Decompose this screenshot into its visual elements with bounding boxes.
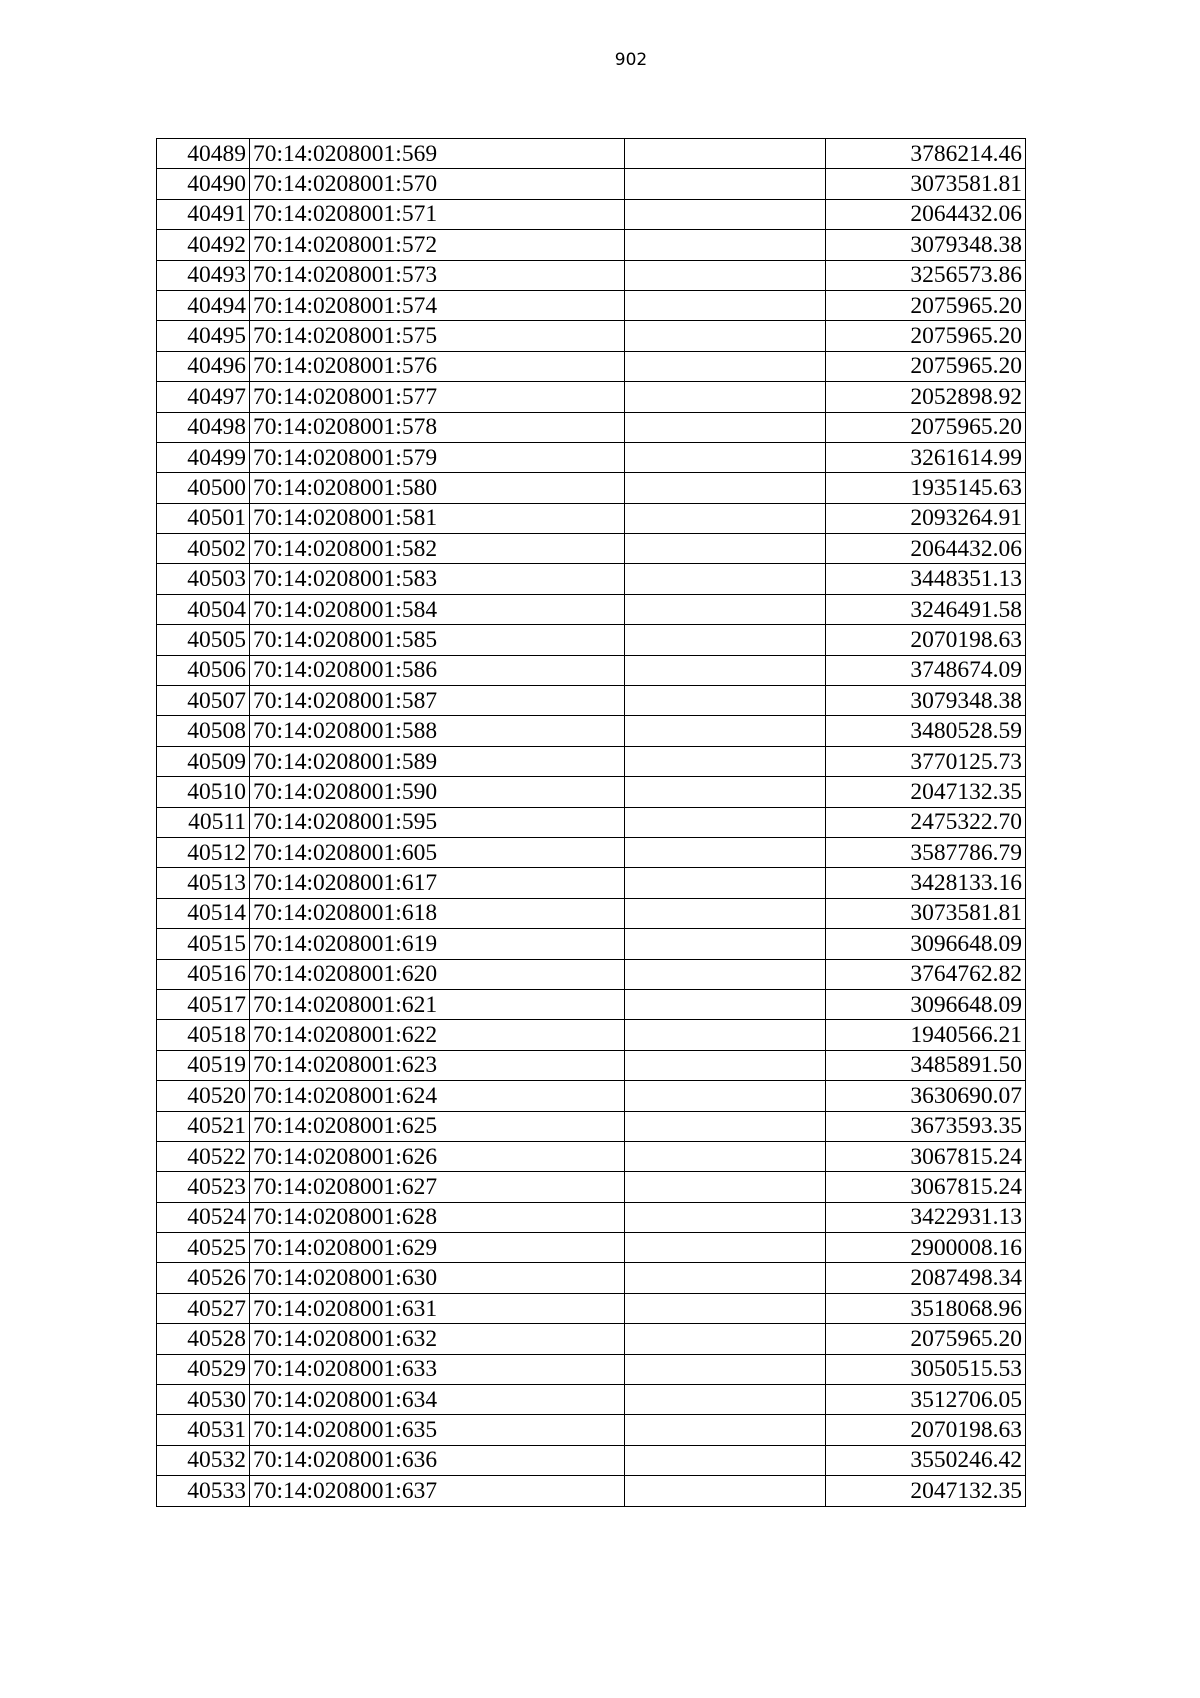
row-number-cell: 40506: [157, 655, 250, 685]
row-number-cell: 40500: [157, 473, 250, 503]
table-row: [157, 898, 1026, 928]
empty-cell: [625, 260, 826, 290]
table-row: [157, 1324, 1026, 1354]
table-row: [157, 290, 1026, 320]
cadastral-value-cell: 2070198.63: [825, 1415, 1026, 1445]
empty-cell: [625, 1445, 826, 1475]
table-row: [157, 1476, 1026, 1506]
cadastral-number-cell: 70:14:0208001:631: [250, 1293, 625, 1323]
cadastral-value-cell: 3786214.46: [825, 139, 1026, 169]
empty-cell: [625, 1263, 826, 1293]
row-number-cell: 40494: [157, 290, 250, 320]
cadastral-value-cell: 3630690.07: [825, 1081, 1026, 1111]
cadastral-value-cell: 3770125.73: [825, 746, 1026, 776]
cadastral-number-cell: 70:14:0208001:584: [250, 594, 625, 624]
table-row: [157, 1172, 1026, 1202]
cadastral-number-cell: 70:14:0208001:637: [250, 1476, 625, 1506]
cadastral-value-cell: 3512706.05: [825, 1385, 1026, 1415]
row-number-cell: 40507: [157, 686, 250, 716]
row-number-cell: 40489: [157, 139, 250, 169]
table-row: [157, 1141, 1026, 1171]
cadastral-value-cell: 2075965.20: [825, 351, 1026, 381]
table-row: [157, 1081, 1026, 1111]
cadastral-value-cell: 3073581.81: [825, 898, 1026, 928]
empty-cell: [625, 929, 826, 959]
cadastral-value-cell: 1940566.21: [825, 1020, 1026, 1050]
cadastral-value-cell: 3748674.09: [825, 655, 1026, 685]
cadastral-value-cell: 2475322.70: [825, 807, 1026, 837]
row-number-cell: 40514: [157, 898, 250, 928]
table-row: [157, 807, 1026, 837]
table-row: [157, 1233, 1026, 1263]
cadastral-value-cell: 3480528.59: [825, 716, 1026, 746]
cadastral-number-cell: 70:14:0208001:586: [250, 655, 625, 685]
cadastral-value-table: [156, 138, 1026, 1507]
empty-cell: [625, 1202, 826, 1232]
table-row: [157, 777, 1026, 807]
empty-cell: [625, 564, 826, 594]
row-number-cell: 40527: [157, 1293, 250, 1323]
table-row: [157, 382, 1026, 412]
row-number-cell: 40528: [157, 1324, 250, 1354]
empty-cell: [625, 1141, 826, 1171]
empty-cell: [625, 868, 826, 898]
cadastral-number-cell: 70:14:0208001:632: [250, 1324, 625, 1354]
row-number-cell: 40524: [157, 1202, 250, 1232]
empty-cell: [625, 139, 826, 169]
cadastral-value-cell: 3096648.09: [825, 989, 1026, 1019]
cadastral-number-cell: 70:14:0208001:627: [250, 1172, 625, 1202]
empty-cell: [625, 686, 826, 716]
cadastral-value-cell: 2087498.34: [825, 1263, 1026, 1293]
cadastral-number-cell: 70:14:0208001:633: [250, 1354, 625, 1384]
row-number-cell: 40531: [157, 1415, 250, 1445]
empty-cell: [625, 1020, 826, 1050]
cadastral-value-cell: 3587786.79: [825, 837, 1026, 867]
cadastral-number-cell: 70:14:0208001:590: [250, 777, 625, 807]
empty-cell: [625, 169, 826, 199]
table-row: [157, 868, 1026, 898]
table-row: [157, 959, 1026, 989]
cadastral-value-cell: 2064432.06: [825, 199, 1026, 229]
empty-cell: [625, 959, 826, 989]
cadastral-value-cell: 2070198.63: [825, 625, 1026, 655]
cadastral-value-cell: 2064432.06: [825, 534, 1026, 564]
table-row: [157, 442, 1026, 472]
row-number-cell: 40495: [157, 321, 250, 351]
table-row: [157, 351, 1026, 381]
table-row: [157, 686, 1026, 716]
row-number-cell: 40526: [157, 1263, 250, 1293]
cadastral-value-cell: 3764762.82: [825, 959, 1026, 989]
empty-cell: [625, 716, 826, 746]
cadastral-number-cell: 70:14:0208001:624: [250, 1081, 625, 1111]
cadastral-value-cell: 2047132.35: [825, 1476, 1026, 1506]
row-number-cell: 40532: [157, 1445, 250, 1475]
empty-cell: [625, 1233, 826, 1263]
table-row: [157, 473, 1026, 503]
cadastral-number-cell: 70:14:0208001:626: [250, 1141, 625, 1171]
cadastral-number-cell: 70:14:0208001:623: [250, 1050, 625, 1080]
empty-cell: [625, 382, 826, 412]
row-number-cell: 40496: [157, 351, 250, 381]
cadastral-value-cell: 1935145.63: [825, 473, 1026, 503]
table-row: [157, 139, 1026, 169]
cadastral-value-cell: 2052898.92: [825, 382, 1026, 412]
table-row: [157, 1445, 1026, 1475]
row-number-cell: 40491: [157, 199, 250, 229]
cadastral-value-cell: 3422931.13: [825, 1202, 1026, 1232]
row-number-cell: 40522: [157, 1141, 250, 1171]
cadastral-number-cell: 70:14:0208001:587: [250, 686, 625, 716]
table-row: [157, 1020, 1026, 1050]
table-body: [157, 139, 1026, 1507]
row-number-cell: 40530: [157, 1385, 250, 1415]
cadastral-number-cell: 70:14:0208001:620: [250, 959, 625, 989]
cadastral-value-cell: 3485891.50: [825, 1050, 1026, 1080]
cadastral-value-cell: 2075965.20: [825, 1324, 1026, 1354]
table-row: [157, 746, 1026, 776]
table-row: [157, 199, 1026, 229]
table-row: [157, 625, 1026, 655]
cadastral-number-cell: 70:14:0208001:625: [250, 1111, 625, 1141]
cadastral-number-cell: 70:14:0208001:582: [250, 534, 625, 564]
cadastral-value-cell: 3096648.09: [825, 929, 1026, 959]
empty-cell: [625, 989, 826, 1019]
empty-cell: [625, 1081, 826, 1111]
empty-cell: [625, 807, 826, 837]
cadastral-number-cell: 70:14:0208001:605: [250, 837, 625, 867]
row-number-cell: 40510: [157, 777, 250, 807]
row-number-cell: 40512: [157, 837, 250, 867]
row-number-cell: 40509: [157, 746, 250, 776]
row-number-cell: 40501: [157, 503, 250, 533]
empty-cell: [625, 777, 826, 807]
empty-cell: [625, 594, 826, 624]
table-row: [157, 1202, 1026, 1232]
page-number: 902: [614, 50, 648, 70]
cadastral-number-cell: 70:14:0208001:635: [250, 1415, 625, 1445]
row-number-cell: 40497: [157, 382, 250, 412]
table-row: [157, 503, 1026, 533]
cadastral-value-cell: 3550246.42: [825, 1445, 1026, 1475]
row-number-cell: 40492: [157, 230, 250, 260]
row-number-cell: 40521: [157, 1111, 250, 1141]
cadastral-number-cell: 70:14:0208001:570: [250, 169, 625, 199]
empty-cell: [625, 473, 826, 503]
cadastral-value-cell: 3256573.86: [825, 260, 1026, 290]
row-number-cell: 40515: [157, 929, 250, 959]
table-row: [157, 1385, 1026, 1415]
empty-cell: [625, 1111, 826, 1141]
table-row: [157, 534, 1026, 564]
cadastral-value-cell: 3261614.99: [825, 442, 1026, 472]
empty-cell: [625, 290, 826, 320]
row-number-cell: 40533: [157, 1476, 250, 1506]
cadastral-value-cell: 2047132.35: [825, 777, 1026, 807]
cadastral-number-cell: 70:14:0208001:576: [250, 351, 625, 381]
row-number-cell: 40499: [157, 442, 250, 472]
cadastral-number-cell: 70:14:0208001:634: [250, 1385, 625, 1415]
cadastral-number-cell: 70:14:0208001:579: [250, 442, 625, 472]
table-row: [157, 594, 1026, 624]
cadastral-number-cell: 70:14:0208001:578: [250, 412, 625, 442]
cadastral-number-cell: 70:14:0208001:629: [250, 1233, 625, 1263]
cadastral-value-cell: 2075965.20: [825, 412, 1026, 442]
row-number-cell: 40502: [157, 534, 250, 564]
row-number-cell: 40520: [157, 1081, 250, 1111]
cadastral-number-cell: 70:14:0208001:581: [250, 503, 625, 533]
empty-cell: [625, 412, 826, 442]
cadastral-number-cell: 70:14:0208001:630: [250, 1263, 625, 1293]
row-number-cell: 40503: [157, 564, 250, 594]
cadastral-value-cell: 3673593.35: [825, 1111, 1026, 1141]
empty-cell: [625, 321, 826, 351]
cadastral-number-cell: 70:14:0208001:589: [250, 746, 625, 776]
table-row: [157, 1050, 1026, 1080]
empty-cell: [625, 1476, 826, 1506]
empty-cell: [625, 1354, 826, 1384]
empty-cell: [625, 1324, 826, 1354]
cadastral-number-cell: 70:14:0208001:583: [250, 564, 625, 594]
row-number-cell: 40513: [157, 868, 250, 898]
empty-cell: [625, 625, 826, 655]
table-row: [157, 1415, 1026, 1445]
table-row: [157, 321, 1026, 351]
row-number-cell: 40508: [157, 716, 250, 746]
cadastral-number-cell: 70:14:0208001:575: [250, 321, 625, 351]
empty-cell: [625, 1385, 826, 1415]
row-number-cell: 40517: [157, 989, 250, 1019]
empty-cell: [625, 199, 826, 229]
cadastral-number-cell: 70:14:0208001:628: [250, 1202, 625, 1232]
cadastral-number-cell: 70:14:0208001:571: [250, 199, 625, 229]
cadastral-number-cell: 70:14:0208001:588: [250, 716, 625, 746]
cadastral-number-cell: 70:14:0208001:595: [250, 807, 625, 837]
cadastral-number-cell: 70:14:0208001:617: [250, 868, 625, 898]
row-number-cell: 40504: [157, 594, 250, 624]
cadastral-value-cell: 3428133.16: [825, 868, 1026, 898]
cadastral-number-cell: 70:14:0208001:619: [250, 929, 625, 959]
cadastral-number-cell: 70:14:0208001:622: [250, 1020, 625, 1050]
cadastral-value-cell: 2093264.91: [825, 503, 1026, 533]
cadastral-value-cell: 3079348.38: [825, 686, 1026, 716]
table-row: [157, 260, 1026, 290]
table-row: [157, 1111, 1026, 1141]
table-row: [157, 1293, 1026, 1323]
cadastral-number-cell: 70:14:0208001:577: [250, 382, 625, 412]
row-number-cell: 40525: [157, 1233, 250, 1263]
row-number-cell: 40518: [157, 1020, 250, 1050]
empty-cell: [625, 746, 826, 776]
row-number-cell: 40511: [157, 807, 250, 837]
empty-cell: [625, 442, 826, 472]
table-row: [157, 1263, 1026, 1293]
cadastral-value-cell: 3073581.81: [825, 169, 1026, 199]
empty-cell: [625, 1050, 826, 1080]
row-number-cell: 40490: [157, 169, 250, 199]
cadastral-value-cell: 2075965.20: [825, 321, 1026, 351]
cadastral-number-cell: 70:14:0208001:572: [250, 230, 625, 260]
table-row: [157, 230, 1026, 260]
cadastral-value-cell: 3079348.38: [825, 230, 1026, 260]
empty-cell: [625, 503, 826, 533]
cadastral-number-cell: 70:14:0208001:618: [250, 898, 625, 928]
table-row: [157, 989, 1026, 1019]
cadastral-number-cell: 70:14:0208001:574: [250, 290, 625, 320]
empty-cell: [625, 1293, 826, 1323]
cadastral-number-cell: 70:14:0208001:636: [250, 1445, 625, 1475]
table-row: [157, 837, 1026, 867]
table-row: [157, 716, 1026, 746]
empty-cell: [625, 898, 826, 928]
row-number-cell: 40529: [157, 1354, 250, 1384]
cadastral-value-cell: 2075965.20: [825, 290, 1026, 320]
cadastral-number-cell: 70:14:0208001:580: [250, 473, 625, 503]
empty-cell: [625, 837, 826, 867]
cadastral-value-cell: 3518068.96: [825, 1293, 1026, 1323]
cadastral-value-cell: 2900008.16: [825, 1233, 1026, 1263]
cadastral-number-cell: 70:14:0208001:569: [250, 139, 625, 169]
row-number-cell: 40493: [157, 260, 250, 290]
table-row: [157, 1354, 1026, 1384]
row-number-cell: 40523: [157, 1172, 250, 1202]
cadastral-number-cell: 70:14:0208001:585: [250, 625, 625, 655]
row-number-cell: 40519: [157, 1050, 250, 1080]
empty-cell: [625, 351, 826, 381]
table-row: [157, 412, 1026, 442]
table-row: [157, 655, 1026, 685]
empty-cell: [625, 1415, 826, 1445]
cadastral-value-cell: 3067815.24: [825, 1141, 1026, 1171]
cadastral-value-cell: 3246491.58: [825, 594, 1026, 624]
cadastral-number-cell: 70:14:0208001:573: [250, 260, 625, 290]
empty-cell: [625, 230, 826, 260]
row-number-cell: 40505: [157, 625, 250, 655]
cadastral-value-cell: 3067815.24: [825, 1172, 1026, 1202]
empty-cell: [625, 655, 826, 685]
empty-cell: [625, 1172, 826, 1202]
row-number-cell: 40498: [157, 412, 250, 442]
table-row: [157, 169, 1026, 199]
empty-cell: [625, 534, 826, 564]
cadastral-number-cell: 70:14:0208001:621: [250, 989, 625, 1019]
table-row: [157, 929, 1026, 959]
row-number-cell: 40516: [157, 959, 250, 989]
cadastral-value-cell: 3050515.53: [825, 1354, 1026, 1384]
table-row: [157, 564, 1026, 594]
cadastral-value-cell: 3448351.13: [825, 564, 1026, 594]
